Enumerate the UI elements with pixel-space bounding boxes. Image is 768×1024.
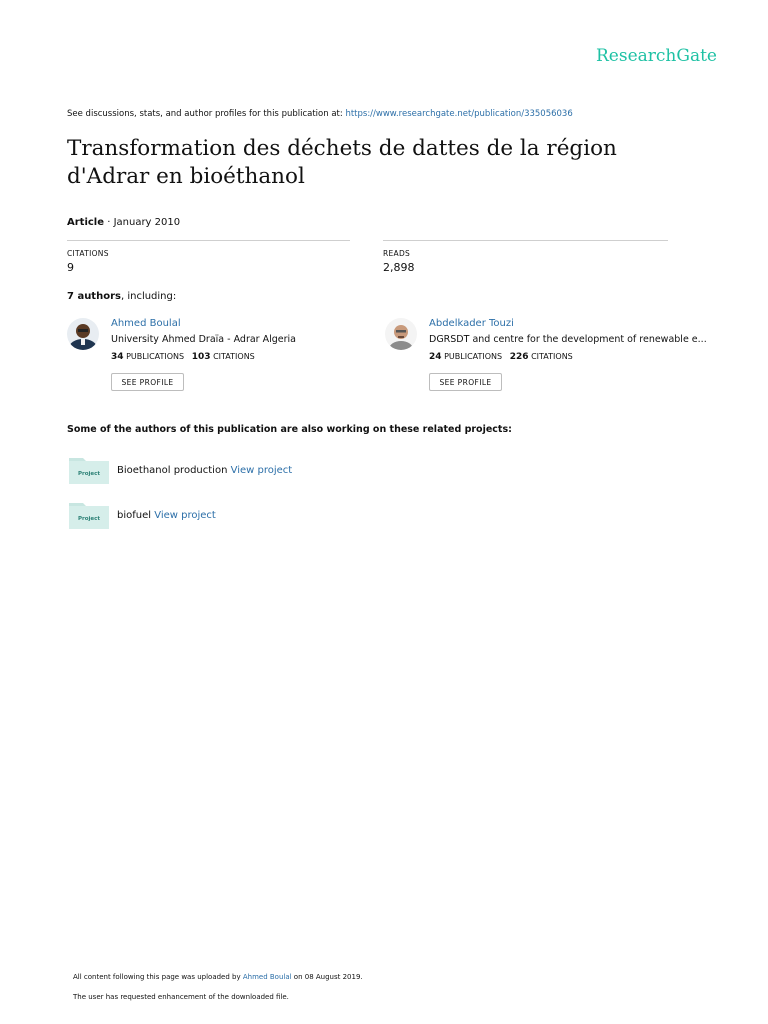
see-profile-button-ahmed-boulal[interactable]: SEE PROFILE [111, 373, 184, 391]
citations-label: CITATIONS [67, 249, 109, 258]
project-name: biofuel [117, 510, 152, 521]
upload-prefix: All content following this page was uploaded by [73, 973, 243, 981]
author-name-abdelkader-touzi[interactable]: Abdelkader Touzi [429, 318, 514, 329]
view-project-link[interactable]: View project [154, 510, 216, 521]
discussion-line [67, 109, 573, 119]
publication-type: Article [67, 217, 105, 228]
enhancement-note: The user has requested enhancement of the downloaded file. [73, 993, 289, 1001]
folder-icon [69, 456, 109, 484]
upload-suffix: on 08 August 2019. [291, 973, 363, 981]
author-avatar-ahmed-boulal[interactable] [67, 318, 99, 350]
see-profile-button-abdelkader-touzi[interactable]: SEE PROFILE [429, 373, 502, 391]
author-institution: DGRSDT and centre for the development of renewable e... [429, 334, 707, 345]
project-icon-label: Project [77, 516, 101, 522]
project-name: Bioethanol production [117, 465, 228, 476]
project-item [117, 465, 292, 476]
publications-label: PUBLICATIONS [126, 352, 185, 361]
authors-heading [67, 291, 176, 302]
author-institution: University Ahmed Draïa - Adrar Algeria [111, 334, 296, 345]
citations-label: CITATIONS [213, 352, 255, 361]
project-folder-icon[interactable] [69, 456, 109, 484]
author-name-ahmed-boulal[interactable]: Ahmed Boulal [111, 318, 181, 329]
researchgate-logo[interactable]: ResearchGate [596, 46, 717, 66]
authors-suffix: , including: [120, 291, 177, 302]
citations-value: 9 [67, 261, 74, 274]
publication-date: · January 2010 [104, 217, 181, 228]
author-stats [111, 352, 255, 362]
publication-title: Transformation des déchets de dattes de la région d'Adrar en bioéthanol [67, 136, 617, 189]
project-folder-icon[interactable] [69, 501, 109, 529]
author-stats [429, 352, 573, 362]
discussion-prefix: See discussions, stats, and author profiles for this publication at: [67, 109, 346, 119]
author-avatar-abdelkader-touzi[interactable] [385, 318, 417, 350]
publications-label: PUBLICATIONS [444, 352, 503, 361]
reads-divider [383, 240, 668, 241]
publications-count: 24 [429, 352, 442, 362]
project-icon-label: Project [77, 471, 101, 477]
publication-meta [67, 217, 180, 228]
view-project-link[interactable]: View project [230, 465, 293, 476]
citations-count: 226 [509, 352, 529, 362]
citations-count: 103 [191, 352, 211, 362]
citations-label: CITATIONS [531, 352, 573, 361]
authors-count: 7 authors [67, 291, 121, 302]
folder-icon [69, 501, 109, 529]
citations-divider [67, 240, 350, 241]
reads-value: 2,898 [383, 261, 415, 274]
upload-note [73, 973, 363, 981]
uploader-link[interactable]: Ahmed Boulal [242, 973, 292, 981]
reads-label: READS [383, 249, 411, 258]
avatar-photo-icon [67, 318, 99, 350]
publications-count: 34 [111, 352, 124, 362]
related-projects-heading: Some of the authors of this publication are also working on these related projects: [67, 424, 512, 435]
publication-url-link[interactable]: https://www.researchgate.net/publication/335056036 [345, 109, 573, 119]
avatar-photo-icon [385, 318, 417, 350]
project-item [117, 510, 216, 521]
